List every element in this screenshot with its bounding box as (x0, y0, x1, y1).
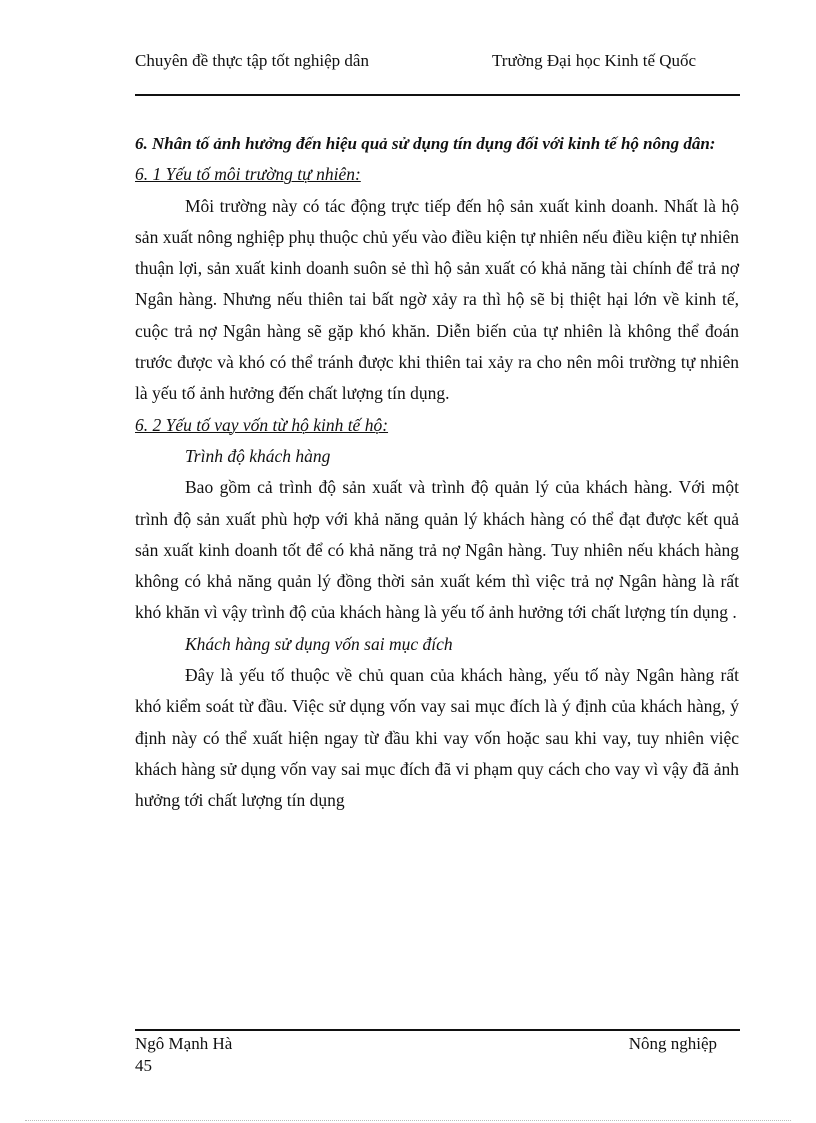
header-left-text: Chuyên đề thực tập tốt nghiệp dân (135, 51, 369, 70)
subsection-1-paragraph: Bao gồm cả trình độ sản xuất và trình độ quản lý của khách hàng. Với một trình độ sản xuất phù hợp với khả năng quản lý khách hàng có thể đạt được kết quả sản xuất kinh doanh tốt để có khả năng trả nợ Ngân hàng. Tuy nhiên nếu khách hàng không có khả năng quản lý đồng thời sản xuất kém thì việc trả nợ Ngân hàng là rất khó khăn vì vậy trình độ của khách hàng là yếu tố ảnh hưởng tới chất lượng tín dụng . (135, 477, 739, 623)
section-heading: 6. Nhân tố ảnh hưởng đến hiệu quả sử dụng tín dụng đối với kinh tế hộ nông dân: (135, 134, 716, 153)
document-body (135, 128, 739, 817)
page-footer (135, 1033, 740, 1077)
footer-divider (135, 1029, 740, 1031)
page-edge-line (25, 1120, 791, 1121)
subsection-2-paragraph: Đây là yếu tố thuộc về chủ quan của khách hàng, yếu tố này Ngân hàng rất khó kiểm soát từ đầu. Việc sử dụng vốn vay sai mục đích là ý định của khách hàng, ý định này có thể xuất hiện ngay từ đầu khi vay vốn hoặc sau khi vay, tuy nhiên việc khách hàng sử dụng vốn vay sai mục đích đã vi phạm quy cách cho vay vì vậy đã ảnh hưởng tới chất lượng tín dụng (135, 665, 739, 811)
page-number: 45 (135, 1056, 152, 1075)
footer-author: Ngô Mạnh Hà (135, 1034, 233, 1053)
header-right-text: Trường Đại học Kinh tế Quốc (492, 51, 697, 70)
subsection-2-title: Khách hàng sử dụng vốn sai mục đích (185, 633, 453, 654)
footer-department: Nông nghiệp (628, 1034, 717, 1053)
section-2-title: 6. 2 Yếu tố vay vốn từ hộ kinh tế hộ: (135, 414, 389, 435)
subsection-1-title: Trình độ khách hàng (185, 445, 331, 466)
section-1-title: 6. 1 Yếu tố môi trường tự nhiên: (135, 164, 361, 185)
section-1-paragraph: Môi trường này có tác động trực tiếp đến hộ sản xuất kinh doanh. Nhất là hộ sản xuất nông nghiệp phụ thuộc chủ yếu vào điều kiện tự nhiên nếu điều kiện tự nhiên thuận lợi, sản xuất kinh doanh suôn sẻ thì hộ sản xuất có khả năng tài chính để trả nợ Ngân hàng. Nhưng nếu thiên tai bất ngờ xảy ra thì hộ sẽ bị thiệt hại lớn về kinh tế, cuộc trả nợ Ngân hàng sẽ gặp khó khăn. Diễn biến của tự nhiên là không thể đoán trước được và khó có thể tránh được khi thiên tai xảy ra cho nên môi trường tự nhiên là yếu tố ảnh hưởng đến chất lượng tín dụng. (135, 195, 739, 404)
page-header (135, 50, 740, 94)
header-divider (135, 94, 740, 96)
